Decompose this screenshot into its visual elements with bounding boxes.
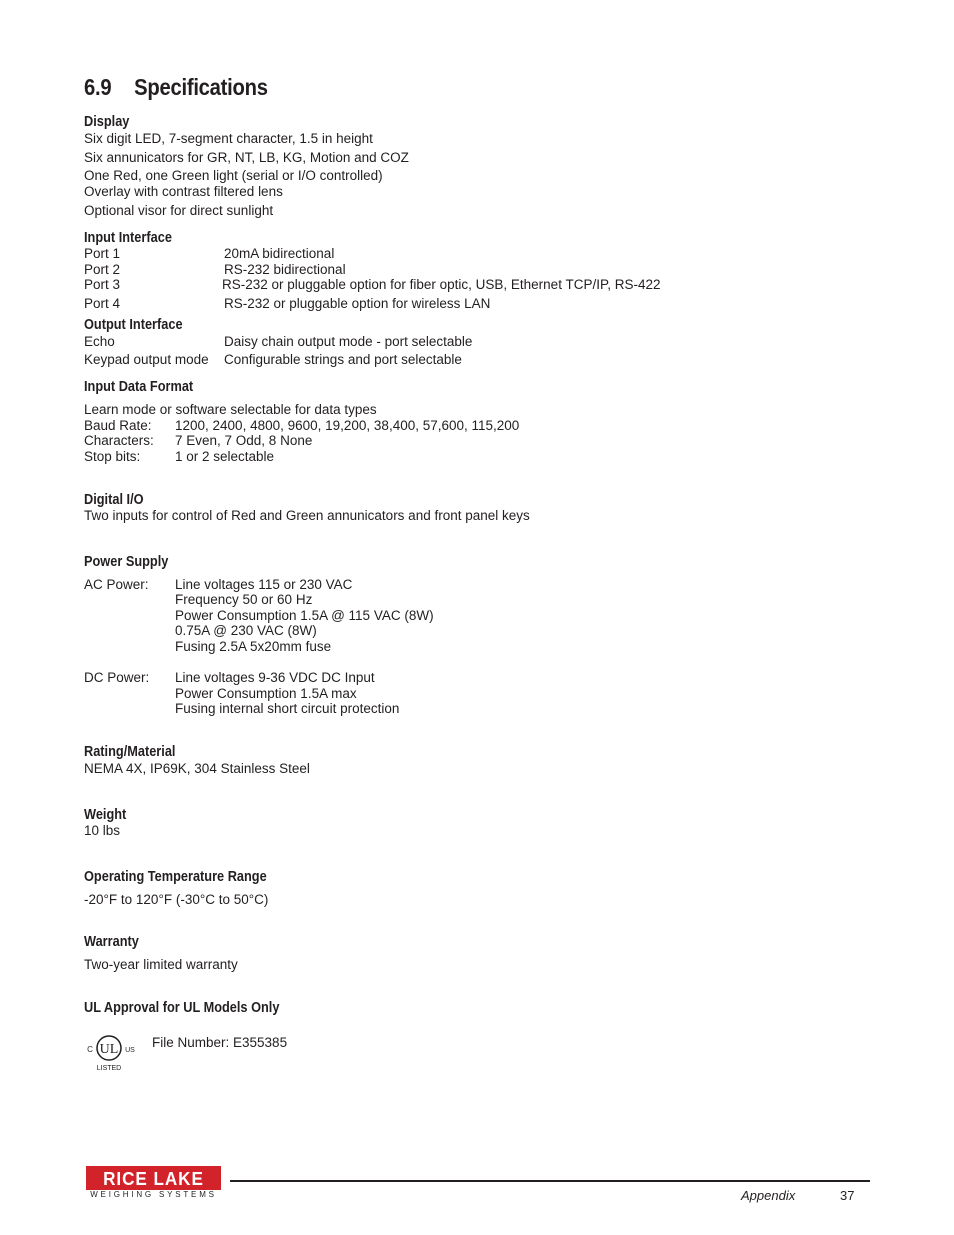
section-title: Specifications (134, 74, 268, 100)
rice-lake-logo-sub: WEIGHING SYSTEMS (90, 1190, 217, 1199)
digital-io-text: Two inputs for control of Red and Green annunicators and front panel keys (84, 508, 530, 523)
output-interface-heading: Output Interface (84, 317, 183, 333)
temperature-text: -20°F to 120°F (-30°C to 50°C) (84, 892, 269, 907)
ul-file-number: File Number: E355385 (152, 1035, 288, 1050)
display-line: Six digit LED, 7-segment character, 1.5 in height (84, 131, 373, 146)
footer-section-label: Appendix (741, 1188, 796, 1203)
page-title (84, 74, 268, 101)
footer-rule (230, 1180, 870, 1182)
port-label: Port 3 (84, 277, 121, 292)
rating-heading: Rating/Material (84, 744, 176, 760)
display-line: One Red, one Green light (serial or I/O controlled) (84, 168, 383, 183)
output-label: Keypad output mode (84, 352, 209, 367)
port-value: RS-232 or pluggable option for wireless LAN (224, 296, 491, 311)
ul-logo-icon (86, 1030, 138, 1074)
power-supply-heading: Power Supply (84, 554, 169, 570)
display-heading: Display (84, 114, 130, 130)
ul-logo-us: US (125, 1047, 135, 1054)
ul-listed-mark (86, 1030, 138, 1074)
section-number: 6.9 (84, 74, 112, 100)
port-value: RS-232 or pluggable option for fiber optic, USB, Ethernet TCP/IP, RS-422 (222, 277, 661, 292)
output-value: Daisy chain output mode - port selectable (224, 334, 473, 349)
format-label: Baud Rate: (84, 418, 152, 433)
ul-logo-listed: LISTED (96, 1065, 122, 1072)
input-data-format-heading: Input Data Format (84, 379, 194, 395)
weight-text: 10 lbs (84, 823, 121, 838)
port-label: Port 4 (84, 296, 121, 311)
port-value: RS-232 bidirectional (224, 262, 346, 277)
format-value: 1 or 2 selectable (175, 449, 275, 464)
port-label: Port 2 (84, 262, 121, 277)
dc-power-line: Line voltages 9-36 VDC DC Input (175, 670, 375, 685)
display-line: Optional visor for direct sunlight (84, 203, 274, 218)
format-value: 1200, 2400, 4800, 9600, 19,200, 38,400, 57,600, 115,200 (175, 418, 520, 433)
port-value: 20mA bidirectional (224, 246, 335, 261)
input-data-format-intro: Learn mode or software selectable for data types (84, 402, 377, 417)
ac-power-line: Power Consumption 1.5A @ 115 VAC (8W) (175, 608, 434, 623)
ul-logo-ul: UL (99, 1042, 119, 1057)
ac-power-label: AC Power: (84, 577, 149, 592)
footer-page-number: 37 (840, 1188, 855, 1203)
format-label: Stop bits: (84, 449, 141, 464)
output-value: Configurable strings and port selectable (224, 352, 462, 367)
ac-power-line: Fusing 2.5A 5x20mm fuse (175, 639, 332, 654)
dc-power-label: DC Power: (84, 670, 150, 685)
ac-power-line: Frequency 50 or 60 Hz (175, 592, 313, 607)
ul-logo-c: C (87, 1045, 93, 1054)
dc-power-line: Fusing internal short circuit protection (175, 701, 400, 716)
display-line: Six annunicators for GR, NT, LB, KG, Motion and COZ (84, 150, 409, 165)
format-value: 7 Even, 7 Odd, 8 None (175, 433, 313, 448)
ul-approval-heading: UL Approval for UL Models Only (84, 1000, 280, 1016)
ac-power-line: 0.75A @ 230 VAC (8W) (175, 623, 317, 638)
format-label: Characters: (84, 433, 154, 448)
display-line: Overlay with contrast filtered lens (84, 184, 283, 199)
rating-text: NEMA 4X, IP69K, 304 Stainless Steel (84, 761, 310, 776)
weight-heading: Weight (84, 807, 127, 823)
warranty-heading: Warranty (84, 934, 139, 950)
dc-power-line: Power Consumption 1.5A max (175, 686, 357, 701)
input-interface-heading: Input Interface (84, 230, 172, 246)
output-label: Echo (84, 334, 115, 349)
port-label: Port 1 (84, 246, 121, 261)
digital-io-heading: Digital I/O (84, 492, 144, 508)
rice-lake-logo-name: RICE LAKE (103, 1169, 204, 1189)
ac-power-line: Line voltages 115 or 230 VAC (175, 577, 353, 592)
warranty-text: Two-year limited warranty (84, 957, 238, 972)
temperature-heading: Operating Temperature Range (84, 869, 267, 885)
